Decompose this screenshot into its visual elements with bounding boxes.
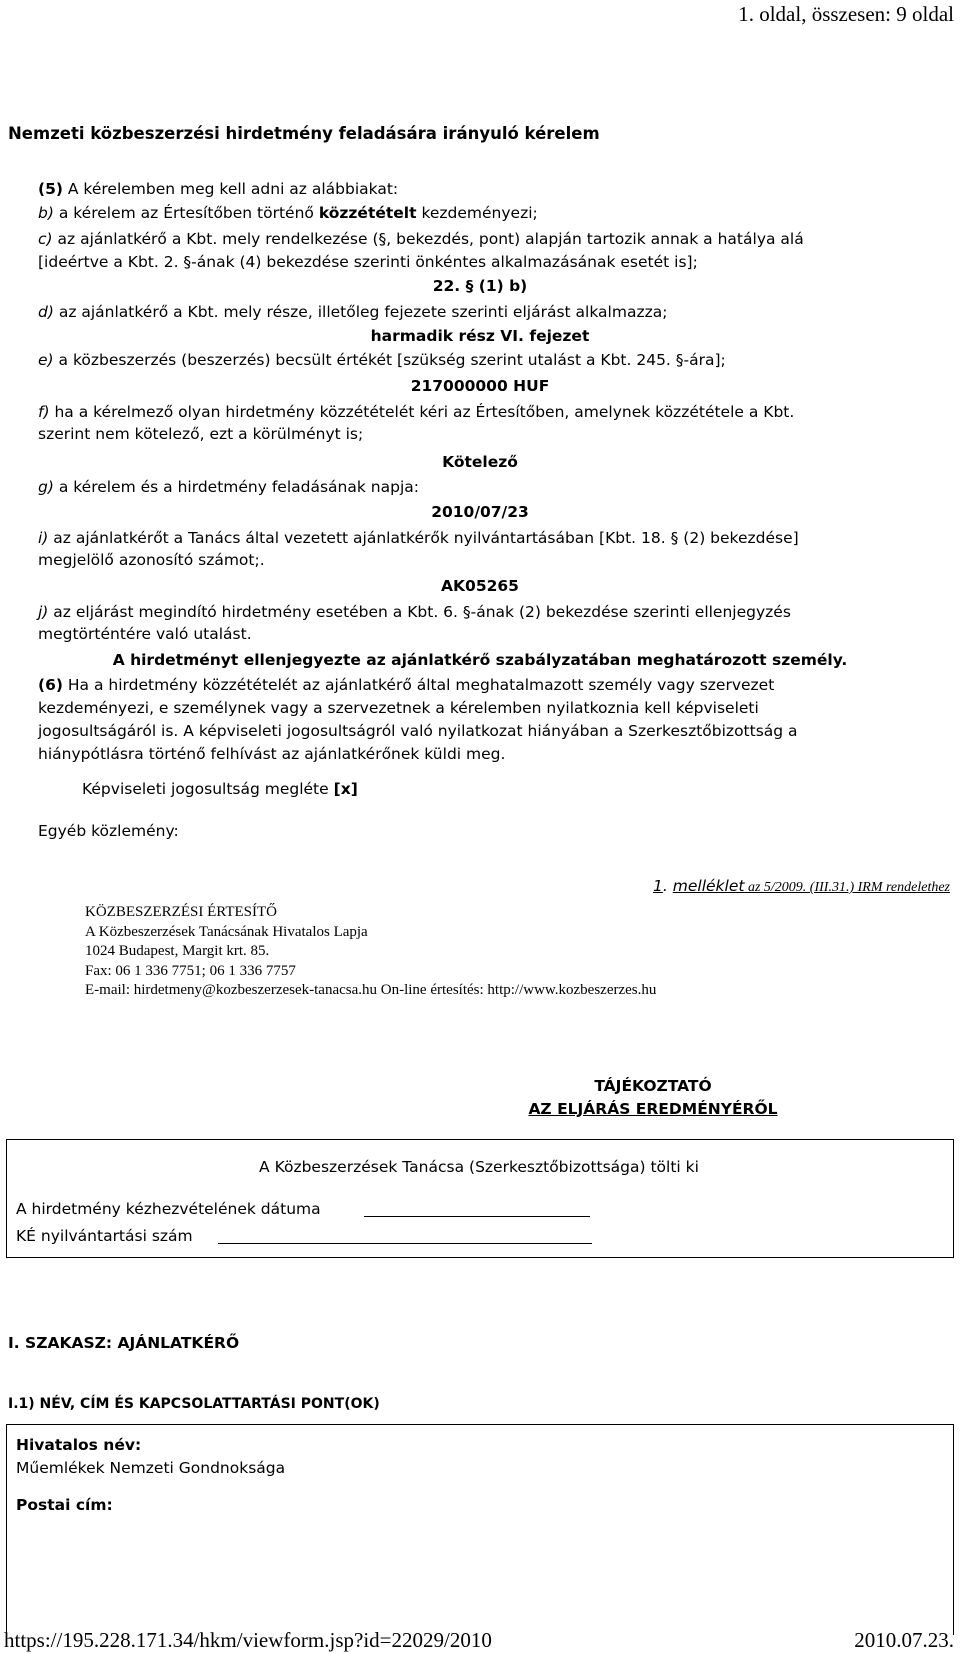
item-c-label: c) — [38, 230, 53, 248]
other-notice-label: Egyéb közlemény: — [38, 822, 179, 840]
footer-date: 2010.07.23. — [854, 1628, 954, 1652]
section-1-1-title: I.1) NÉV, CÍM ÉS KAPCSOLATTARTÁSI PONT(OK) — [8, 1396, 380, 1412]
item-b-bold: közzétételt — [318, 204, 417, 222]
item-c-cont: [ideértve a Kbt. 2. §-ának (4) bekezdése szerinti önkéntes alkalmazásának esetét is]; — [38, 253, 698, 271]
item-g-value: 2010/07/23 — [431, 503, 529, 521]
paragraph-5 — [38, 180, 398, 198]
registration-number-label: KÉ nyilvántartási szám — [16, 1227, 193, 1245]
item-g — [38, 478, 419, 496]
received-date-field[interactable] — [364, 1216, 590, 1217]
received-date-label: A hirdetmény kézhezvételének dátuma — [16, 1200, 321, 1218]
item-e-value: 217000000 HUF — [410, 377, 550, 395]
item-d — [38, 303, 667, 321]
item-f-cont: szerint nem kötelező, ezt a körülményt is; — [38, 425, 364, 443]
item-c-value: 22. § (1) b) — [432, 277, 528, 295]
registration-number-field[interactable] — [218, 1243, 592, 1244]
publisher-subtitle: A Közbeszerzések Tanácsának Hivatalos Lapja — [85, 923, 368, 940]
item-j — [38, 603, 791, 621]
contact-box — [6, 1424, 954, 1635]
item-e-text: a közbeszerzés (beszerzés) becsült értékét [szükség szerint utalást a Kbt. 245. §-ára]; — [53, 351, 726, 369]
publisher-address: 1024 Budapest, Margit krt. 85. — [85, 943, 270, 959]
paragraph-5-label: (5) — [38, 180, 63, 198]
item-i-text: az ajánlatkérőt a Tanács által vezetett ajánlatkérők nyilvántartásában [Kbt. 18. § (2) bekezdése] — [48, 529, 799, 547]
office-box-header: A Közbeszerzések Tanácsa (Szerkesztőbizottsága) tölti ki — [259, 1158, 699, 1176]
item-j-value: A hirdetményt ellenjegyezte az ajánlatkérő szabályzatában meghatározott személy. — [112, 651, 848, 669]
item-f-text: ha a kérelmező olyan hirdetmény közzétételét kéri az Értesítőben, amelynek közzététele a Kbt. — [49, 403, 795, 421]
postal-address-label: Postai cím: — [16, 1496, 113, 1514]
item-f-value: Kötelező — [442, 453, 518, 471]
item-d-value: harmadik rész VI. fejezet — [370, 327, 590, 345]
representation-checkbox: [x] — [333, 780, 358, 798]
footer-url: https://195.228.171.34/hkm/viewform.jsp?id=22029/2010 — [4, 1628, 492, 1652]
paragraph-5-text: A kérelemben meg kell adni az alábbiakat: — [62, 180, 399, 198]
item-e — [38, 351, 726, 369]
item-j-label: j) — [38, 603, 49, 621]
section-1-title: I. SZAKASZ: AJÁNLATKÉRŐ — [8, 1334, 240, 1352]
item-j-cont: megtörténtére való utalást. — [38, 625, 252, 643]
representation-statement — [82, 780, 358, 798]
item-i-label: i) — [38, 529, 49, 547]
page-counter: 1. oldal, összesen: 9 oldal — [738, 2, 954, 26]
item-c-text: az ajánlatkérő a Kbt. mely rendelkezése (§, bekezdés, pont) alapján tartozik annak a hatálya alá — [52, 230, 804, 248]
item-d-label: d) — [38, 303, 54, 321]
annex-sep: . — [662, 877, 673, 895]
item-g-label: g) — [38, 478, 54, 496]
annex-decree-link[interactable]: az 5/2009. (III.31.) IRM rendelethez — [744, 880, 950, 895]
item-i-value: AK05265 — [441, 577, 519, 595]
notice-title-2: AZ ELJÁRÁS EREDMÉNYÉRŐL — [528, 1100, 778, 1118]
annex-number-link[interactable]: 1 — [653, 877, 663, 895]
item-i — [38, 529, 799, 547]
page-title: Nemzeti közbeszerzési hirdetmény feladására irányuló kérelem — [8, 124, 600, 143]
item-f-label: f) — [38, 403, 50, 421]
item-b-text: a kérelem az Értesítőben történő — [53, 204, 319, 222]
annex-reference — [653, 877, 950, 896]
publisher-block — [85, 903, 656, 1001]
paragraph-6 — [38, 676, 774, 694]
item-b — [38, 204, 538, 222]
item-b-label: b) — [38, 204, 54, 222]
publisher-email: E-mail: hirdetmeny@kozbeszerzesek-tanacsa.hu On-line értesítés: http://www.kozbeszerzes.hu — [85, 982, 657, 998]
publisher-name: KÖZBESZERZÉSI ÉRTESÍTŐ — [85, 904, 278, 920]
publisher-fax: Fax: 06 1 336 7751; 06 1 336 7757 — [85, 962, 296, 979]
paragraph-6-line3: jogosultságáról is. A képviseleti jogosultságról való nyilatkozat hiányában a Szerkesztőbizottság a — [38, 722, 798, 740]
paragraph-6-text: Ha a hirdetmény közzétételét az ajánlatkérő által meghatalmazott személy vagy szervezet — [62, 676, 775, 694]
official-name-value: Műemlékek Nemzeti Gondnoksága — [16, 1459, 286, 1477]
item-e-label: e) — [38, 351, 54, 369]
item-d-text: az ajánlatkérő a Kbt. mely része, illetőleg fejezete szerinti eljárást alkalmazza; — [53, 303, 668, 321]
official-name-label: Hivatalos név: — [16, 1436, 142, 1454]
item-g-text: a kérelem és a hirdetmény feladásának napja: — [53, 478, 419, 496]
notice-title-1: TÁJÉKOZTATÓ — [594, 1077, 712, 1095]
annex-link[interactable]: melléklet — [672, 877, 745, 895]
representation-label: Képviseleti jogosultság megléte — [82, 780, 334, 798]
paragraph-6-line4: hiánypótlásra történő felhívást az ajánlatkérőnek küldi meg. — [38, 745, 506, 763]
item-c — [38, 230, 804, 248]
item-i-cont: megjelölő azonosító számot;. — [38, 551, 265, 569]
item-j-text: az eljárást megindító hirdetmény esetében a Kbt. 6. §-ának (2) bekezdése szerinti ellenjegyzés — [48, 603, 791, 621]
paragraph-6-line2: kezdeményezi, e személynek vagy a szervezetnek a kérelemben nyilatkoznia kell képviseleti — [38, 699, 759, 717]
item-f — [38, 403, 794, 421]
item-b-text-end: kezdeményezi; — [416, 204, 538, 222]
paragraph-6-label: (6) — [38, 676, 63, 694]
